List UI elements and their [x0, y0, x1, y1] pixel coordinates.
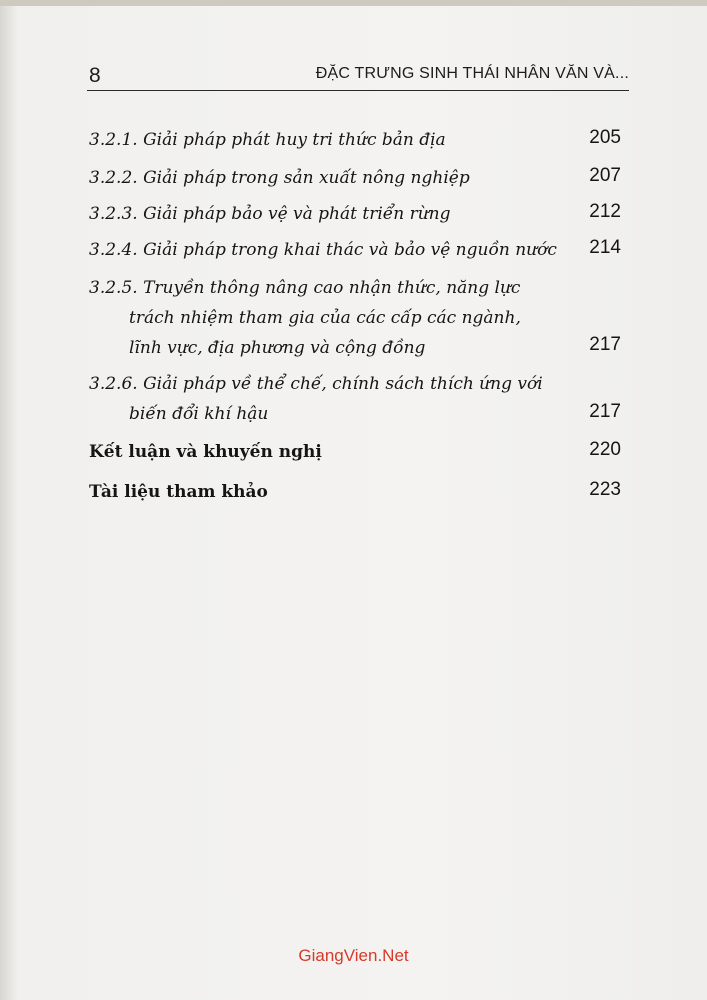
toc-entry-page: 214: [589, 237, 621, 258]
toc-entry-page: 205: [589, 127, 621, 148]
toc-entry-title-line: 3.2.5. Truyền thông nâng cao nhận thức, năng lực: [89, 278, 521, 298]
toc-entry-page: 212: [589, 201, 621, 222]
toc-entry-conclusion: [89, 436, 621, 469]
toc-entry-3-2-2: [89, 162, 621, 195]
toc-entry-page: 217: [589, 334, 621, 355]
watermark: GiangVien.Net: [298, 946, 409, 965]
toc-entry-title: Tài liệu tham khảo: [89, 482, 268, 502]
toc-entry-title-line: trách nhiệm tham gia của các cấp các ngành,: [129, 308, 521, 328]
toc-entry-title-line: 3.2.6. Giải pháp về thể chế, chính sách thích ứng với: [89, 374, 543, 394]
toc-entry-title: 3.2.1. Giải pháp phát huy tri thức bản địa: [89, 130, 446, 150]
toc-entry-title-line: biến đổi khí hậu: [129, 404, 269, 424]
page-number: 8: [89, 64, 101, 87]
toc-entry-3-2-1: [89, 124, 621, 157]
toc-entry-title: 3.2.3. Giải pháp bảo vệ và phát triển rừng: [89, 204, 451, 224]
toc-entry-title: Kết luận và khuyến nghị: [89, 442, 322, 462]
toc-entry-title: 3.2.2. Giải pháp trong sản xuất nông nghiệp: [89, 168, 470, 188]
running-title: ĐẶC TRƯNG SINH THÁI NHÂN VĂN VÀ...: [315, 65, 629, 82]
toc-entry-3-2-5: [89, 272, 621, 371]
toc-entry-title: 3.2.4. Giải pháp trong khai thác và bảo vệ nguồn nước: [89, 240, 557, 260]
toc-entry-page: 220: [589, 439, 621, 460]
toc-entry-3-2-4: [89, 234, 621, 267]
toc-entry-3-2-3: [89, 198, 621, 231]
toc-entry-page: 217: [589, 401, 621, 422]
toc-entry-3-2-6: [89, 368, 621, 434]
toc-entry-references: [89, 476, 621, 509]
toc-entry-page: 207: [589, 165, 621, 186]
toc-entry-page: 223: [589, 479, 621, 500]
toc-entry-title-line: lĩnh vực, địa phương và cộng đồng: [129, 338, 426, 358]
